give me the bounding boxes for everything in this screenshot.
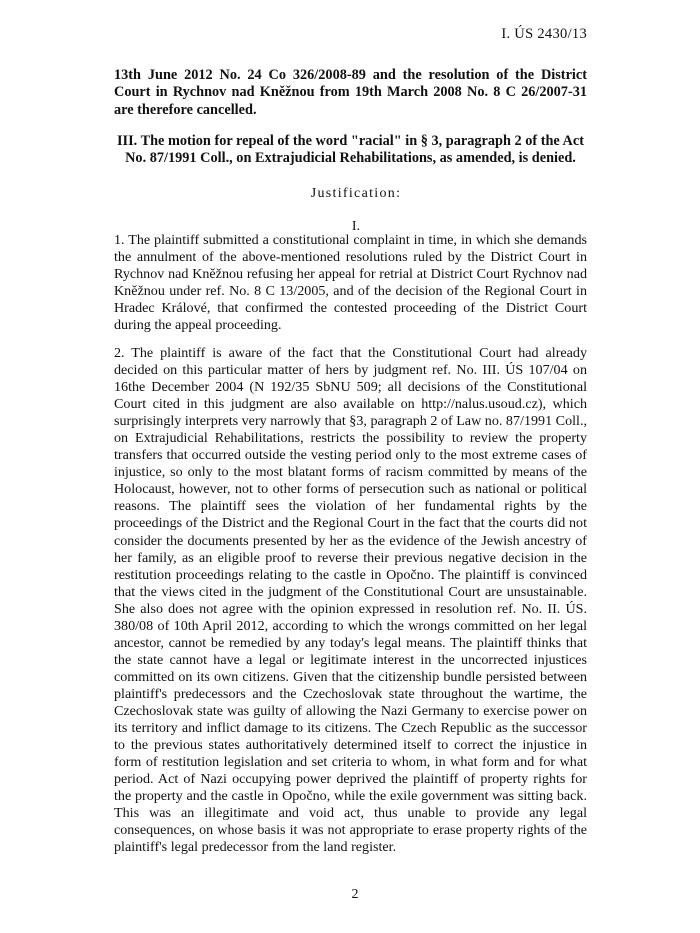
section-heading: Justification: <box>310 186 402 201</box>
paragraph-1: 1. The plaintiff submitted a constitutional complaint in time, in which she demands the annulment of the above-mentioned resolutions ruled by the District Court in Rychnov nad Kněžnou refusing her appeal for retrial at District Court Rychnov nad Kněžnou under ref. No. 8 C 13/2005, and of the decision of the Regional Court in Hradec Králové, that confirmed the contested proceeding of the District Court during the appeal proceeding. <box>114 232 587 334</box>
part-number: I. <box>351 219 361 234</box>
intro-paragraph: 13th June 2012 No. 24 Co 326/2008-89 and the resolution of the District Court in Rychnov nad Kněžnou from 19th March 2008 No. 8 C 26/2007-31 are therefore cancelled. <box>114 67 587 118</box>
page-number: 2 <box>351 887 359 902</box>
verdict-paragraph: III. The motion for repeal of the word "racial" in § 3, paragraph 2 of the Act No. 87/1991 Coll., on Extrajudicial Rehabilitations, as amended, is denied. <box>116 133 584 167</box>
case-reference: I. ÚS 2430/13 <box>501 26 587 42</box>
paragraph-2: 2. The plaintiff is aware of the fact that the Constitutional Court had already decided on this particular matter of hers by judgment ref. No. III. ÚS 107/04 on 16the December 2004 (N 192/35 SbNU 509; all decisions of the Constitutional Court cited in this judgment are also available on http://nalus.usoud.cz), which surprisingly interprets very narrowly that §3, paragraph 2 of Law no. 87/1991 Coll., on Extrajudicial Rehabilitations, restricts the possibility to review the property transfers that occurred outside the vesting period only to the most extreme cases of injustice, so only to the most blatant forms of racism committed by means of the Holocaust, however, not to other forms of persecution such as national or political reasons. The plaintiff sees the violation of her fundamental rights by the proceedings of the District and the Regional Court in the fact that the courts did not consider the documents presented by her as the evidence of the Jewish ancestry of her family, as an eligible proof to reverse their previous negative decision in the restitution proceedings relating to the castle in Opočno. The plaintiff is convinced that the views cited in the judgment of the Constitutional Court are unsustainable. She also does not agree with the opinion expressed in resolution ref. No. II. ÚS. 380/08 of 10th April 2012, according to which the wrongs committed on her legal ancestor, cannot be remedied by any today's legal means. The plaintiff thinks that the state cannot have a legal or legitimate interest in the uncorrected injustices committed on its own citizens. Given that the citizenship bundle persisted between plaintiff's predecessors and the Czechoslovak state throughout the wartime, the Czechoslovak state was guilty of allowing the Nazi Germany to exercise power on its territory and inflict damage to its citizens. The Czech Republic as the successor to the previous states authoritatively determined itself to correct the injustice in form of restitution legislation and set criteria to whom, in what form and for what period. Act of Nazi occupying power deprived the plaintiff of property rights for the property and the castle in Opočno, while the exile government was sitting back. This was an illegitimate and void act, thus unable to provide any legal consequences, on whose basis it was not appropriate to erase property rights of the plaintiff's legal predecessor from the land register. <box>114 345 587 856</box>
